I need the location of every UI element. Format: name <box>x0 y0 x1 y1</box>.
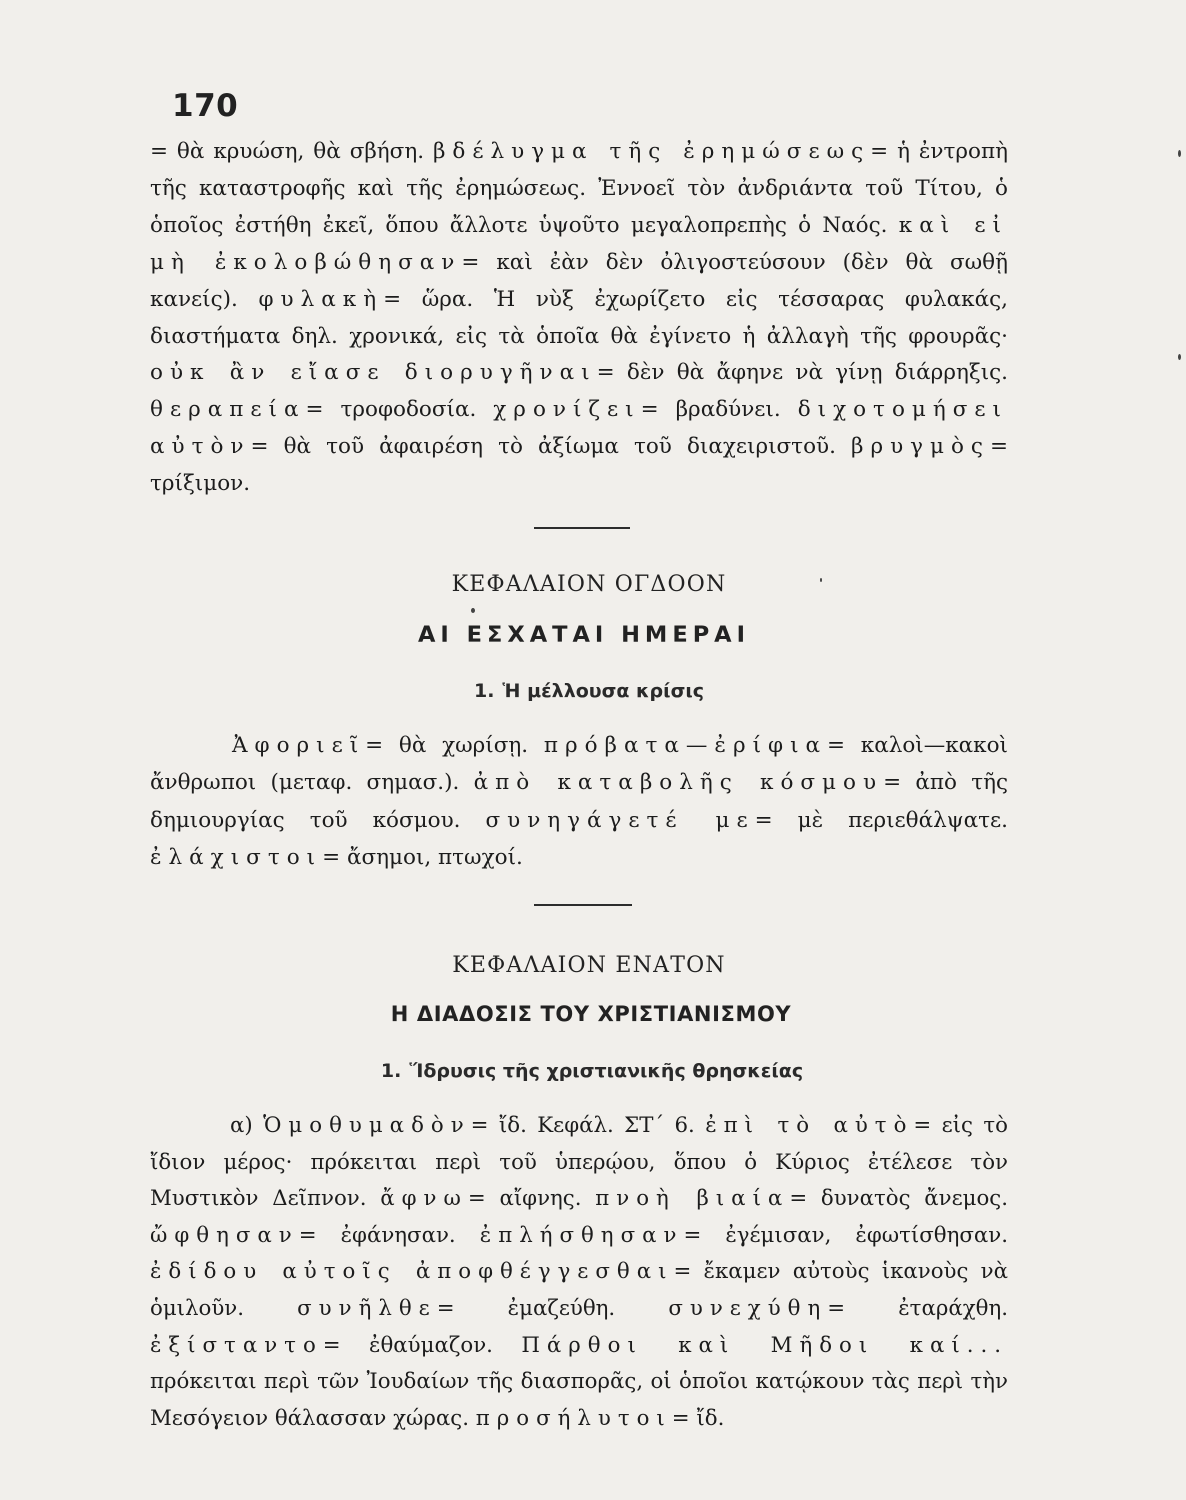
gloss-text: = ἐμαζεύθη. <box>436 1295 669 1321</box>
section-title: Ἵδρυσις τῆς χριστιανικῆς θρησκείας <box>409 1060 804 1082</box>
gloss-term: καὶ εἰ μὴ ἐκολοβώθησαν <box>150 212 1008 275</box>
gloss-term: ἐλάχιστοι <box>150 844 323 870</box>
gloss-text: = ἐταράχθη. <box>827 1295 1008 1321</box>
gloss-text: = ὥρα. Ἡ νὺξ ἐχωρίζετο εἰς τέσσαρας φυλακάς, διαστήματα δηλ. χρονικά, εἰς τὰ ὁποῖα θὰ ἐγίνετο ἡ ἀλλαγὴ τῆς φρουρᾶς· <box>150 286 1008 349</box>
section-number: 1. <box>473 680 495 702</box>
print-speck <box>1178 150 1181 157</box>
gloss-term: Ὁμοθυμαδὸν <box>263 1113 471 1138</box>
gloss-term: ὤφθησαν <box>150 1222 299 1248</box>
gloss-term: συνῆλθε <box>297 1295 437 1321</box>
gloss-term: πρόβατα—ἐρίφια <box>543 733 828 758</box>
gloss-term: βρυγμὸς <box>851 434 990 460</box>
gloss-text: = ἀπὸ τῆς δημιουργίας τοῦ κόσμου. <box>150 770 1009 833</box>
gloss-text: = βραδύνει. <box>640 397 798 423</box>
gloss-text: = τρίξιμον. <box>150 434 1008 497</box>
chapter-heading: ΚΕΦΑΛΑΙΟΝ ΕΝΑΤΟΝ <box>452 953 726 978</box>
gloss-term: φυλακὴ <box>258 286 384 312</box>
gloss-term: προσήλυτοι <box>475 1405 672 1431</box>
gloss-text: = ἔκαμεν αὐτοὺς ἱκανοὺς νὰ ὁμιλοῦν. <box>150 1259 1008 1321</box>
gloss-term: οὐκ ἂν εἴασε διορυγῆναι <box>150 360 597 386</box>
chapter-heading: ΚΕΦΑΛΑΙΟΝ ΟΓΔΟΟΝ <box>451 572 727 597</box>
gloss-term: διχοτομήσει αὐτὸν <box>150 397 1008 460</box>
gloss-text: = δὲν θὰ ἄφηνε νὰ γίνῃ διάρρηξις. <box>596 360 1008 386</box>
gloss-text: = ἐθαύμαζον. <box>322 1332 522 1358</box>
gloss-text: = ἴδ. Κεφάλ. ΣΤ΄ 6. <box>470 1113 706 1138</box>
gloss-text: = θὰ τοῦ ἀφαιρέση τὸ ἀξίωμα τοῦ διαχειριστοῦ. <box>250 434 852 460</box>
gloss-text: πρόκειται περὶ τῶν Ἰουδαίων τῆς διασπορᾶς, οἱ ὁποῖοι κατῴκουν τὰς περὶ τὴν Μεσόγειον θάλασσαν χώρας. <box>150 1369 1008 1431</box>
gloss-term: θεραπεία <box>150 397 306 423</box>
gloss-text: = ἴδ. <box>671 1405 725 1431</box>
gloss-term: πνοὴ βιαία <box>595 1186 790 1212</box>
gloss-text: = εἰς τὸ ἴδιον μέρος· πρόκειται περὶ τοῦ ὑπερῴου, ὅπου ὁ Κύριος ἐτέλεσε τὸν Μυστικὸν Δεῖπνον. <box>150 1113 1008 1212</box>
gloss-term: ἐπλήσθησαν <box>479 1222 684 1248</box>
gloss-text: α) <box>230 1113 264 1138</box>
gloss-text: = θὰ χωρίσῃ. <box>365 733 544 758</box>
section-number: 1. <box>380 1060 402 1082</box>
section-heading <box>163 1060 1021 1082</box>
section-title: Ἡ μέλλουσα κρίσις <box>502 680 705 702</box>
print-speck <box>820 578 822 582</box>
gloss-text: = αἴφνης. <box>467 1186 596 1212</box>
chapter-title: ΑΙ ΕΣΧΑΤΑΙ ΗΜΕΡΑΙ <box>418 622 750 648</box>
chapter-title: Η ΔΙΑΔΟΣΙΣ ΤΟΥ ΧΡΙΣΤΙΑΝΙΣΜΟΥ <box>390 1002 792 1026</box>
gloss-term: βδέλυγμα τῆς ἐρημώσεως <box>433 139 871 164</box>
print-speck <box>1178 354 1181 360</box>
gloss-term: συνεχύθη <box>668 1295 828 1321</box>
gloss-term: ἄφνω <box>380 1186 468 1212</box>
gloss-term: συνηγάγετέ με <box>485 807 755 833</box>
gloss-text: = ἐφάνησαν. <box>298 1222 480 1248</box>
gloss-text: = μὲ περιεθάλψατε. <box>754 807 1008 833</box>
print-speck <box>471 608 475 613</box>
gloss-text: = καλοὶ—κακοὶ ἄνθρωποι (μεταφ. σημασ.). <box>150 733 1008 796</box>
gloss-text: = δυνατὸς ἄνεμος. <box>789 1186 1009 1212</box>
page-number: 170 <box>172 88 239 124</box>
section-divider <box>534 527 630 529</box>
gloss-term: Πάρθοι καὶ Μῆδοι καί... <box>521 1332 1008 1358</box>
section-heading <box>160 680 1018 702</box>
gloss-text: = θὰ κρυώση, θὰ σβήση. <box>150 139 433 164</box>
glossary-paragraph-3 <box>150 1108 1008 1437</box>
gloss-text: = ἄσημοι, πτωχοί. <box>322 844 523 870</box>
gloss-text: = ἐγέμισαν, ἐφωτίσθησαν. <box>683 1222 1009 1248</box>
gloss-term: χρονίζει <box>493 397 641 423</box>
glossary-paragraph-2 <box>150 727 1008 876</box>
section-divider <box>534 904 632 906</box>
gloss-term: ἐδίδου αὐτοῖς ἀποφθέγγεσθαι <box>150 1259 674 1285</box>
gloss-text: = τροφοδοσία. <box>305 397 494 423</box>
gloss-term: ἀπὸ καταβολῆς κόσμου <box>473 770 884 796</box>
gloss-term: ἐπὶ τὸ αὐτὸ <box>705 1113 914 1138</box>
gloss-text: = ἡ ἐντροπὴ τῆς καταστροφῆς καὶ τῆς ἐρημώσεως. Ἐννοεῖ τὸν ἀνδριάντα τοῦ Τίτου, ὁ ὁποῖος ἐστήθη ἐκεῖ, ὅπου ἄλλοτε ὑψοῦτο μεγαλοπρεπὴς ὁ Ναός. <box>150 139 1008 238</box>
gloss-term: Ἀφοριεῖ <box>232 733 366 758</box>
gloss-text: = καὶ ἐὰν δὲν ὀλιγοστεύσουν (δὲν θὰ σωθῇ κανείς). <box>150 249 1009 312</box>
gloss-term: ἐξίσταντο <box>150 1332 323 1358</box>
glossary-paragraph-1 <box>150 134 1008 503</box>
